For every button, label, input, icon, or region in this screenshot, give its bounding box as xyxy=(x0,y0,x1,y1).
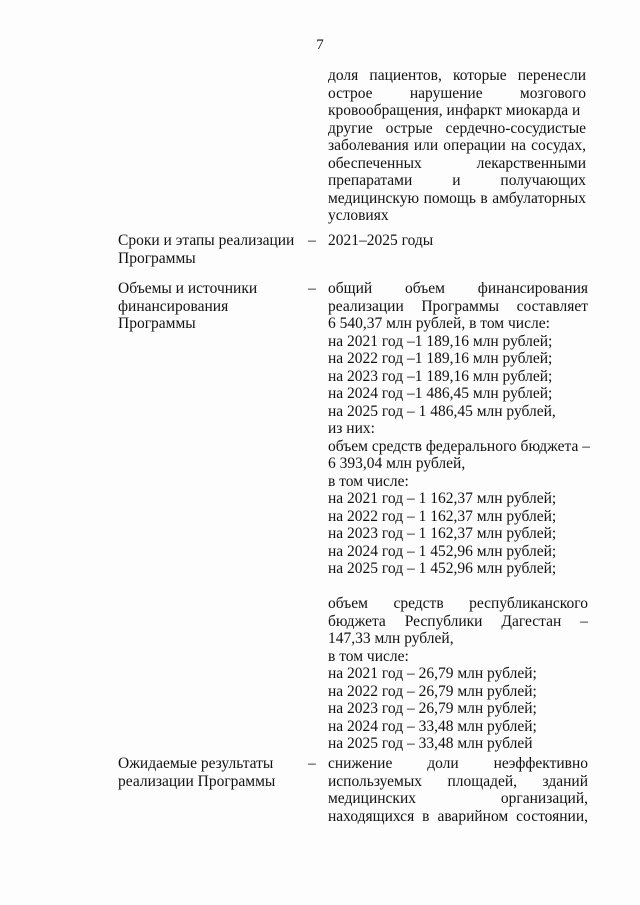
value-line: 147,33 млн рублей, xyxy=(328,630,454,647)
value-line: на 2025 год – 1 486,45 млн рублей, xyxy=(328,402,556,420)
value-line: на 2024 год – 33,48 млн рублей; xyxy=(328,717,537,735)
value-line: на 2021 год –1 189,16 млн рублей; xyxy=(328,332,553,350)
value-line: находящихся в аварийном состоянии, xyxy=(328,807,588,825)
value-line: 6 540,37 млн рублей, в том числе: xyxy=(328,315,550,332)
label-line: Ожидаемые результаты xyxy=(118,755,274,772)
value-line: на 2022 год –1 189,16 млн рублей; xyxy=(328,350,553,367)
row-dash: – xyxy=(308,755,316,772)
continuation-text xyxy=(328,67,586,225)
text-line: другие острые сердечно-сосудистые xyxy=(328,119,586,137)
value-line: 2021–2025 годы xyxy=(328,232,434,249)
label-line: Программы xyxy=(118,315,196,332)
value-line: на 2024 год – 1 452,96 млн рублей; xyxy=(328,542,557,560)
value-line: бюджета Республики Дагестан – xyxy=(328,612,588,630)
value-line: на 2025 год – 1 452,96 млн рублей; xyxy=(328,560,557,577)
text-line: обеспеченных лекарственными xyxy=(328,154,586,172)
text-line: кровообращения, инфаркт миокарда и xyxy=(328,102,581,119)
text-line: доля пациентов, которые перенесли xyxy=(328,67,586,84)
row-value xyxy=(328,280,588,753)
value-line: на 2022 год – 26,79 млн рублей; xyxy=(328,682,537,700)
value-line: на 2023 год – 26,79 млн рублей; xyxy=(328,700,537,717)
row-dash: – xyxy=(308,232,316,249)
value-line: на 2022 год – 1 162,37 млн рублей; xyxy=(328,507,557,525)
value-line: в том числе: xyxy=(328,472,409,490)
text-line: острое нарушение мозгового xyxy=(328,84,586,102)
passport-row-results xyxy=(118,755,588,835)
value-line: на 2025 год – 33,48 млн рублей xyxy=(328,735,533,752)
row-label xyxy=(118,280,298,333)
value-line: на 2023 год – 1 162,37 млн рублей; xyxy=(328,525,557,542)
label-line: реализации Программы xyxy=(118,772,276,790)
row-dash: – xyxy=(308,280,316,297)
value-line: на 2024 год –1 486,45 млн рублей; xyxy=(328,385,553,402)
label-line: Объемы и источники xyxy=(118,280,258,297)
value-line: на 2021 год – 26,79 млн рублей; xyxy=(328,665,537,682)
value-line: 6 393,04 млн рублей, xyxy=(328,455,466,472)
page-number: 7 xyxy=(316,37,324,53)
value-line: снижение доли неэффективно xyxy=(328,755,588,772)
value-line: в том числе: xyxy=(328,647,409,665)
value-line: объем средств федерального бюджета – xyxy=(328,437,590,455)
value-line: на 2021 год – 1 162,37 млн рублей; xyxy=(328,490,557,507)
passport-row-financing xyxy=(118,280,590,752)
row-label xyxy=(118,232,298,267)
paragraph-gap xyxy=(328,578,588,596)
value-line: объем средств республиканского xyxy=(328,595,588,612)
text-line: медицинскую помощь в амбулаторных xyxy=(328,189,586,207)
value-line: из них: xyxy=(328,420,375,437)
row-label xyxy=(118,755,298,790)
label-line: финансирования xyxy=(118,297,229,315)
label-line: Программы xyxy=(118,249,196,267)
text-line: заболевания или операции на сосудах, xyxy=(328,137,586,154)
value-line: на 2023 год –1 189,16 млн рублей; xyxy=(328,367,553,385)
row-value xyxy=(328,755,588,825)
value-line: медицинских организаций, xyxy=(328,790,588,807)
text-line: условиях xyxy=(328,207,389,224)
value-line: общий объем финансирования xyxy=(328,280,588,297)
value-line: используемых площадей, зданий xyxy=(328,772,588,790)
value-line: реализации Программы составляет xyxy=(328,297,588,315)
row-value xyxy=(328,232,588,250)
label-line: Сроки и этапы реализации xyxy=(118,232,295,249)
text-line: препаратами и получающих xyxy=(328,172,586,189)
passport-row-timeline xyxy=(118,232,588,268)
